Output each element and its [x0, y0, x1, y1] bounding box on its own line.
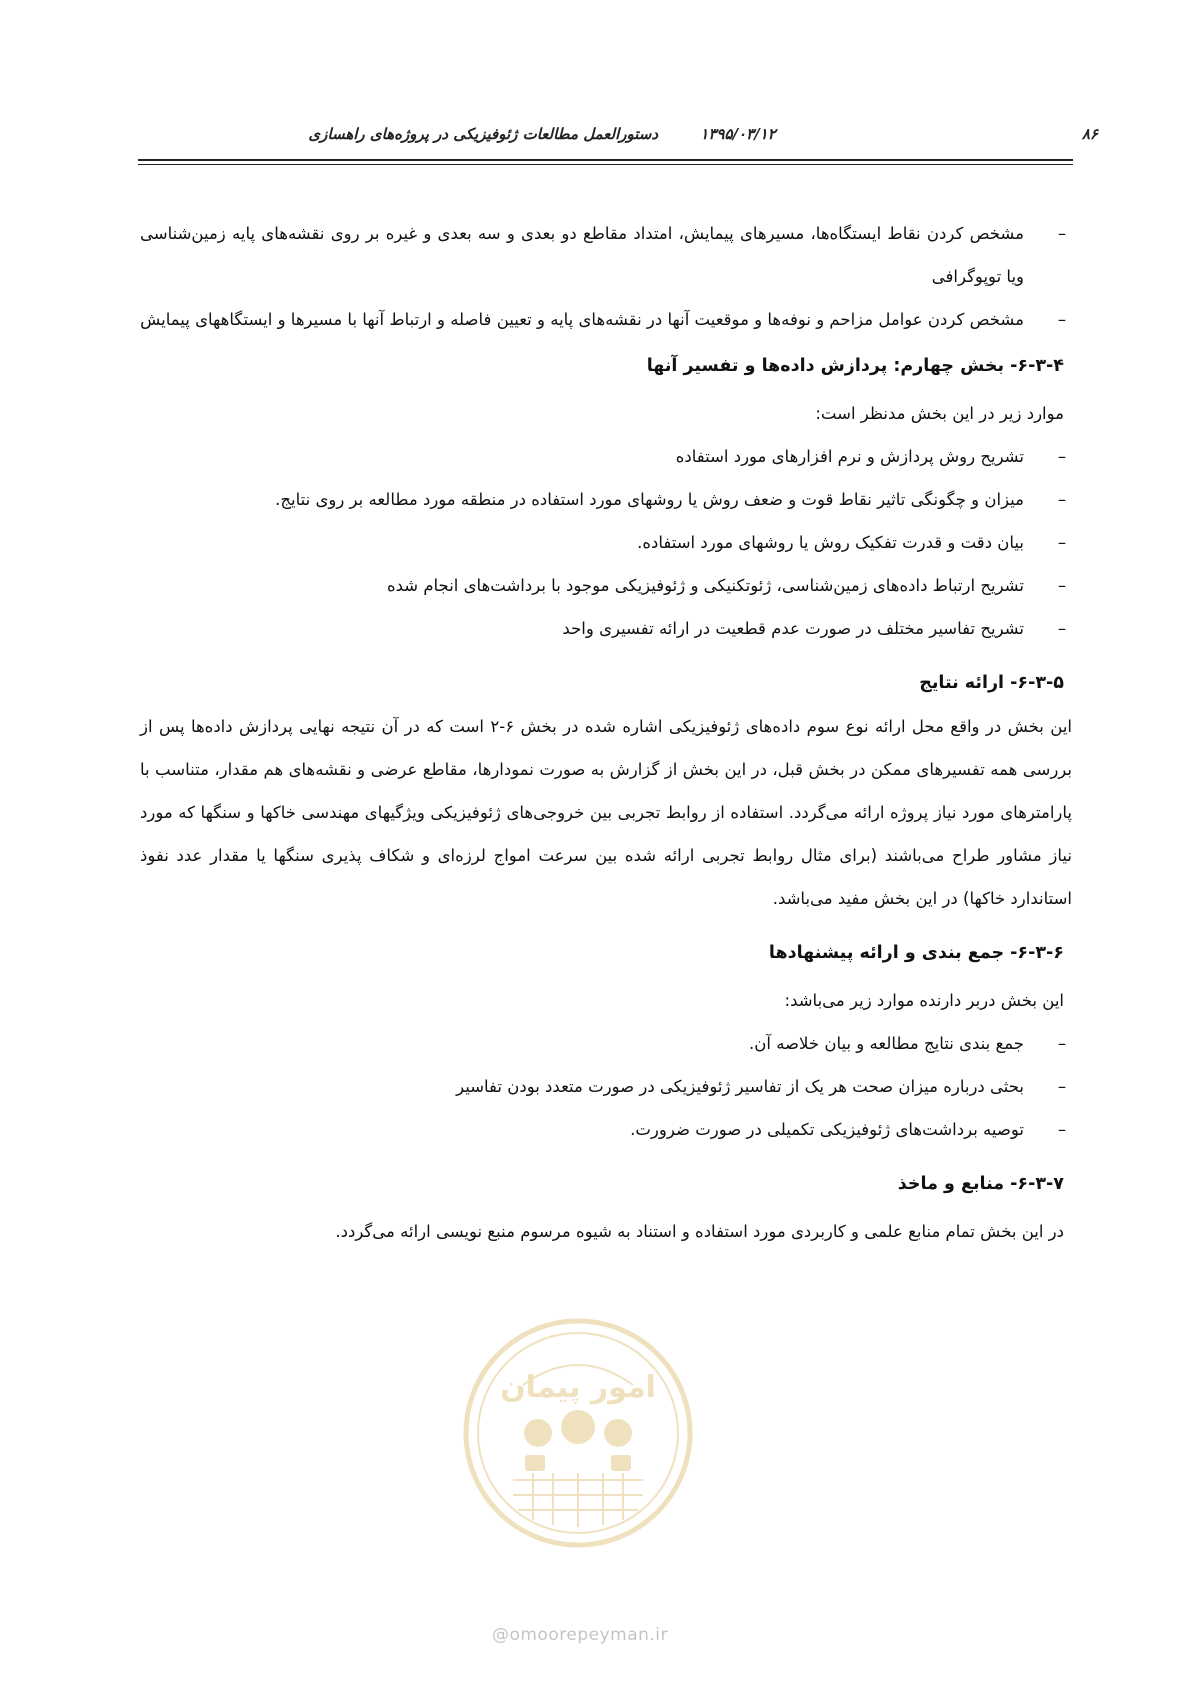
header-title: دستورالعمل مطالعات ژئوفیزیکی در پروژه‌های راهسازی [308, 125, 658, 143]
bullet-dash: – [1057, 1077, 1067, 1096]
list-item [140, 1108, 1072, 1151]
list-item [140, 607, 1072, 650]
section-intro: این بخش دربر دارنده موارد زیر می‌باشد: [784, 991, 1064, 1010]
section-paragraph: در این بخش تمام منابع علمی و کاربردی مورد استفاده و استناد به شیوه مرسوم منبع نویسی ارائه می‌گردد. [335, 1222, 1064, 1241]
list-item-text: توصیه برداشت‌های ژئوفیزیکی تکمیلی در صورت ضرورت. [630, 1120, 1024, 1139]
bullet-dash: – [1057, 1034, 1067, 1053]
intro-bullet [140, 298, 1072, 341]
section-heading: ۶-۳-۶- جمع بندی و ارائه پیشنهادها [768, 943, 1064, 963]
section-heading: ۶-۳-۴- بخش چهارم: پردازش داده‌ها و تفسیر آنها [646, 356, 1064, 376]
bullet-dash: – [1057, 619, 1067, 638]
bullet-dash: – [1057, 1120, 1067, 1139]
watermark-url: @omoorepeyman.ir [491, 1625, 669, 1645]
intro-bullet-text: مشخص کردن نقاط ایستگاه‌ها، مسیرهای پیمایش، امتداد مقاطع دو بعدی و سه بعدی و غیره بر روی نقشه‌های پایه زمین‌شناسی ویا توپوگرافی [140, 224, 1024, 286]
bullet-dash: – [1057, 490, 1067, 509]
list-item [140, 521, 1072, 564]
list-item [140, 1022, 1072, 1065]
bullet-dash: – [1057, 533, 1067, 552]
section-heading: ۶-۳-۷- منابع و ماخذ [897, 1174, 1064, 1194]
header-rule-thick [138, 159, 1073, 161]
intro-bullet [140, 212, 1072, 298]
list-item [140, 564, 1072, 607]
bullet-dash: – [1057, 310, 1067, 329]
section-paragraph: این بخش در واقع محل ارائه نوع سوم داده‌های ژئوفیزیکی اشاره شده در بخش ۶-۲ است که در آن نتیجه نهایی پردازش داده‌ها پس از بررسی همه تفسیرهای ممکن در بخش قبل، در این بخش از گزارش به صورت نمودارها، مقاطع عرضی و نقشه‌های هم مقدار، متناسب با پارامترهای مورد نیاز پروژه ارائه می‌گردد. استفاده از روابط تجربی بین خروجی‌های ژئوفیزیکی ویژگیهای مهندسی خاکها و سنگها که مورد نیاز مشاور طراح می‌باشند (برای مثال روابط تجربی ارائه شده بین سرعت امواج لرزه‌ای و شکاف پذیری سنگها یا مقدار عدد نفوذ استاندارد خاکها) در این بخش مفید می‌باشد. [140, 717, 1073, 908]
header-date: ۱۳۹۵/۰۳/۱۲ [700, 125, 776, 143]
page-header [138, 125, 1098, 145]
list-item-text: جمع بندی نتایج مطالعه و بیان خلاصه آن. [749, 1034, 1024, 1053]
list-item-text: تشریح روش پردازش و نرم افزارهای مورد استفاده [675, 447, 1024, 466]
list-item-text: بحثی درباره میزان صحت هر یک از تفاسیر ژئوفیزیکی در صورت متعدد بودن تفاسیر [456, 1077, 1024, 1096]
bullet-dash: – [1057, 224, 1067, 243]
seal-text: امور پیمان [500, 1370, 656, 1405]
bullet-dash: – [1057, 576, 1067, 595]
list-item-text: تشریح ارتباط داده‌های زمین‌شناسی، ژئوتکنیکی و ژئوفیزیکی موجود با برداشت‌های انجام شده [386, 576, 1024, 595]
section-heading: ۶-۳-۵- ارائه نتایج [919, 673, 1064, 693]
page-body [140, 212, 1072, 1253]
section-intro: موارد زیر در این بخش مدنظر است: [815, 404, 1064, 423]
intro-bullet-text: مشخص کردن عوامل مزاحم و نوفه‌ها و موقعیت آنها در نقشه‌های پایه و تعیین فاصله و ارتباط آنها با مسیرها و ایستگاههای پیمایش [140, 310, 1024, 329]
list-item [140, 1065, 1072, 1108]
list-item [140, 435, 1072, 478]
bullet-dash: – [1057, 447, 1067, 466]
header-rule-thin [138, 164, 1073, 165]
page-number: ۸۶ [1081, 125, 1098, 143]
list-item-text: میزان و چگونگی تاثیر نقاط قوت و ضعف روش یا روشهای مورد استفاده در منطقه مورد مطالعه بر روی نتایج. [275, 490, 1024, 509]
seal-logo [453, 1315, 703, 1555]
list-item [140, 478, 1072, 521]
list-item-text: بیان دقت و قدرت تفکیک روش یا روشهای مورد استفاده. [637, 533, 1024, 552]
list-item-text: تشریح تفاسیر مختلف در صورت عدم قطعیت در ارائه تفسیری واحد [562, 619, 1024, 638]
